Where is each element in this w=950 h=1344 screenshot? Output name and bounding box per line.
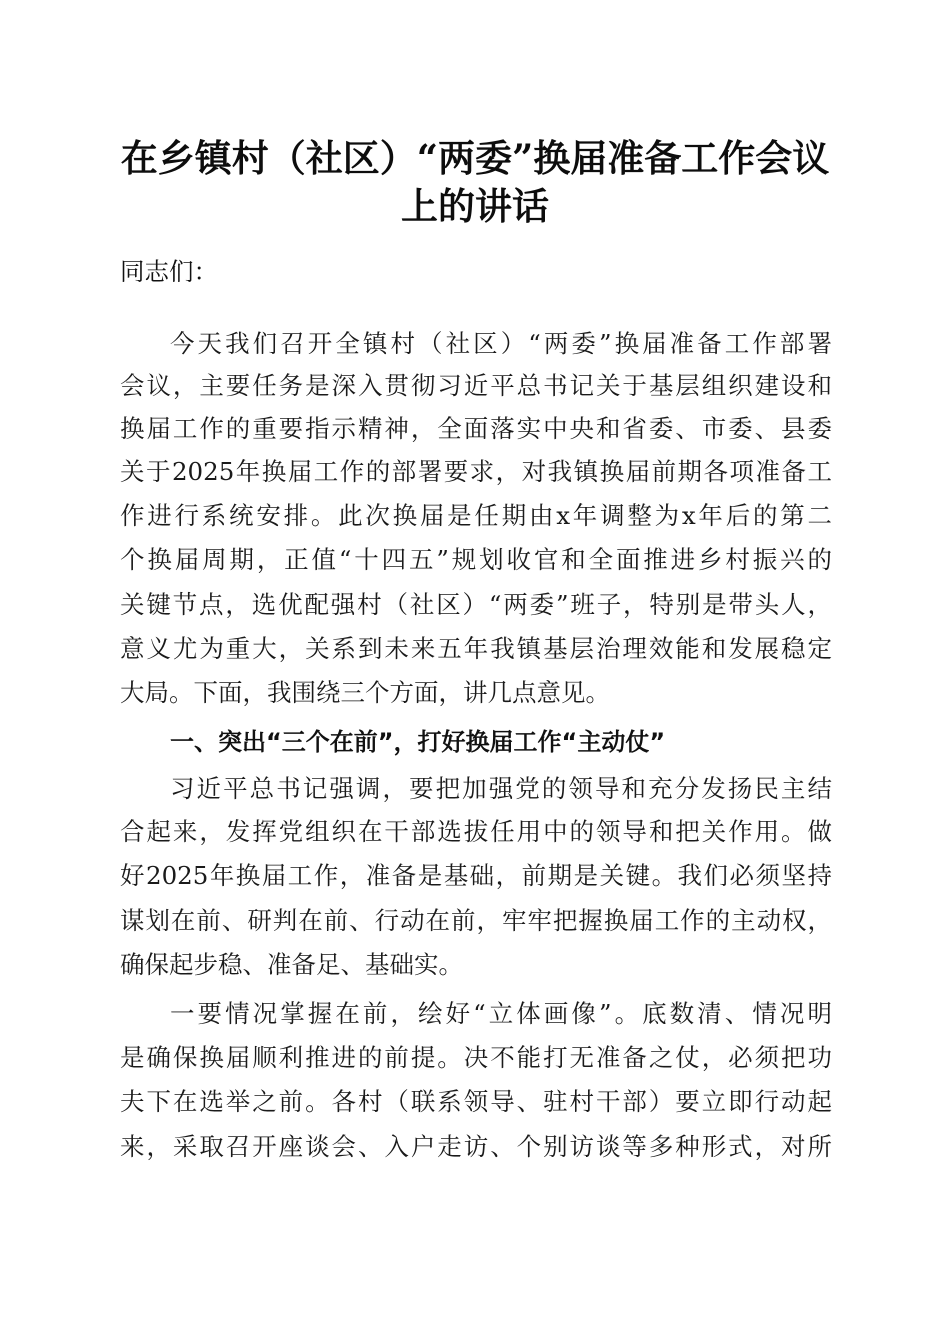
paragraph-1-line: 作进行系统安排。此次换届是任期由x年调整为x年后的第二 <box>120 501 832 530</box>
salutation: 同志们： <box>120 257 218 286</box>
paragraph-1-line: 大局。下面，我围绕三个方面，讲几点意见。 <box>120 678 610 707</box>
document-title-line-2: 上的讲话 <box>401 184 549 228</box>
paragraph-2-line: 好2025年换届工作，准备是基础，前期是关键。我们必须坚持 <box>120 861 832 890</box>
document-title-line-1: 在乡镇村（社区）“两委”换届准备工作会议 <box>120 136 830 180</box>
paragraph-3-line: 一要情况掌握在前，绘好“立体画像”。底数清、情况明 <box>170 999 832 1028</box>
paragraph-1-line: 换届工作的重要指示精神，全面落实中央和省委、市委、县委 <box>120 414 832 443</box>
paragraph-1-line: 关于2025年换届工作的部署要求，对我镇换届前期各项准备工 <box>120 457 832 486</box>
paragraph-1-line: 意义尤为重大，关系到未来五年我镇基层治理效能和发展稳定 <box>120 634 832 663</box>
section-heading-1: 一、突出“三个在前”，打好换届工作“主动仗” <box>170 728 666 756</box>
paragraph-1-line: 关键节点，选优配强村（社区）“两委”班子，特别是带头人， <box>120 590 832 619</box>
paragraph-2-line: 谋划在前、研判在前、行动在前，牢牢把握换届工作的主动权， <box>120 906 832 935</box>
paragraph-3-line: 是确保换届顺利推进的前提。决不能打无准备之仗，必须把功 <box>120 1043 832 1072</box>
paragraph-1-line: 个换届周期，正值“十四五”规划收官和全面推进乡村振兴的 <box>120 545 832 574</box>
paragraph-2-line: 确保起步稳、准备足、基础实。 <box>120 950 463 979</box>
paragraph-3-line: 来，采取召开座谈会、入户走访、个别访谈等多种形式，对所 <box>120 1132 832 1161</box>
paragraph-1-line: 会议，主要任务是深入贯彻习近平总书记关于基层组织建设和 <box>120 371 832 400</box>
paragraph-2-line: 合起来，发挥党组织在干部选拔任用中的领导和把关作用。做 <box>120 817 832 846</box>
paragraph-3-line: 夫下在选举之前。各村（联系领导、驻村干部）要立即行动起 <box>120 1087 832 1116</box>
paragraph-1-line: 今天我们召开全镇村（社区）“两委”换届准备工作部署 <box>170 329 832 358</box>
paragraph-2-line: 习近平总书记强调，要把加强党的领导和充分发扬民主结 <box>170 774 832 803</box>
